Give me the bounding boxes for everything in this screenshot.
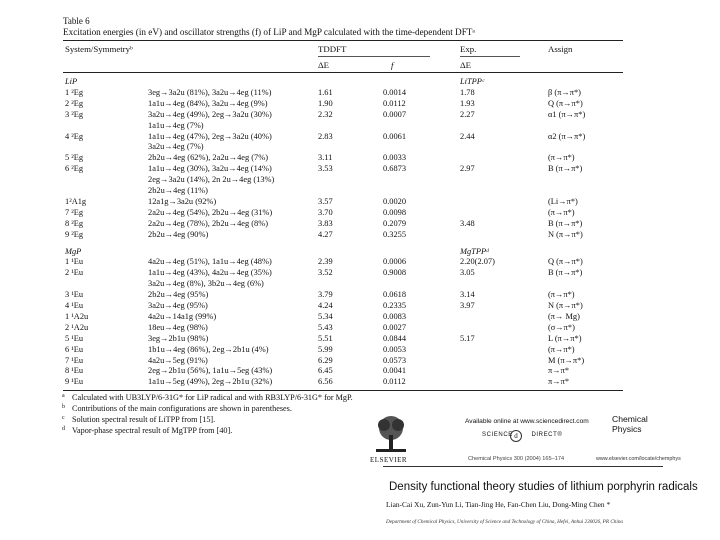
cell-experimental: 2.27	[460, 109, 475, 119]
cell-experimental: 3.05	[460, 268, 475, 278]
cell-configuration: 3a2u→4eg (95%)	[148, 301, 208, 310]
article-title: Density functional theory studies of lithium porphyrin radicals	[389, 481, 698, 493]
table-row	[63, 218, 623, 229]
cell-configuration: 2a2u→4eg (54%), 2b2u→4eg (31%)	[148, 207, 273, 217]
table-row	[63, 98, 623, 109]
cell-configuration: 2b2u→4eg (90%)	[148, 229, 209, 239]
cell-configuration: 18eu→4eg (98%)	[148, 322, 208, 332]
exp-rule	[460, 56, 520, 57]
table-row	[63, 207, 623, 218]
cell-system: 6 ²Eg	[65, 164, 84, 174]
table-row	[63, 87, 623, 98]
article-rule	[383, 466, 663, 467]
cell-energy: 6.29	[318, 355, 333, 365]
sciencedirect-icon: d	[510, 430, 522, 442]
top-rule	[63, 40, 623, 41]
cell-experimental: 1.93	[460, 98, 475, 108]
cell-assignment: (Li→π*)	[548, 196, 578, 206]
cell-oscillator: 0.0014	[383, 87, 407, 97]
footnote-a: a Calculated with UB3LYP/6-31G* for LiP radical and with RB3LYP/6-31G* for MgP.	[62, 393, 353, 402]
cell-energy: 5.99	[318, 344, 333, 354]
cell-system: 1 ¹Eu	[65, 257, 84, 267]
table-row	[63, 141, 623, 152]
cell-system: 8 ²Eg	[65, 218, 84, 228]
cell-oscillator: 0.0020	[383, 196, 407, 206]
section-row	[63, 76, 623, 87]
footnote-c: c Solution spectral result of LiTPP from [15].	[62, 415, 216, 424]
cell-system: 7 ²Eg	[65, 207, 84, 217]
article-affiliation: Department of Chemical Physics, University of Science and Technology of China, Hefei, Anhui 230026, PR China	[386, 519, 624, 525]
cell-assignment: B (π→π*)	[548, 164, 583, 174]
table-row	[63, 365, 623, 376]
table-row	[63, 278, 623, 289]
table-row	[63, 152, 623, 163]
cell-experimental: 2.97	[460, 164, 475, 174]
cell-configuration: 2b2u→4eg (62%), 2a2u→4eg (7%)	[148, 153, 269, 163]
cell-oscillator: 0.9008	[383, 268, 407, 278]
cell-system: 2 ¹Eu	[65, 268, 84, 278]
cell-energy: 2.32	[318, 109, 333, 119]
bottom-rule	[63, 390, 623, 391]
table-label: Table 6	[63, 16, 90, 26]
col-header-exp-de: ΔE	[460, 60, 472, 70]
table-row	[63, 289, 623, 300]
cell-assignment: β (π→π*)	[548, 87, 581, 97]
cell-configuration: 1b1u→4eg (86%), 2eg→2b1u (4%)	[148, 344, 269, 354]
cell-configuration: 3eg→2b1u (98%)	[148, 333, 209, 343]
col-header-exp: Exp.	[460, 44, 477, 54]
cell-experimental: MgTPPᵈ	[460, 246, 489, 256]
journal-citation: Chemical Physics 300 (2004) 165–174	[468, 456, 565, 462]
cell-assignment: Q (π→π*)	[548, 98, 583, 108]
cell-oscillator: 0.3255	[383, 229, 407, 239]
cell-experimental: 2.44	[460, 131, 475, 141]
cell-assignment: π→π*	[548, 366, 570, 376]
cell-energy: 1.61	[318, 87, 333, 97]
cell-energy: 2.83	[318, 131, 333, 141]
cell-configuration: 3a2u→4eg (8%), 3b2u→4eg (6%)	[148, 279, 264, 289]
header-rule	[63, 72, 623, 73]
cell-assignment: L (π→π*)	[548, 333, 582, 343]
table-row	[63, 355, 623, 366]
cell-experimental: 1.78	[460, 87, 475, 97]
col-header-f: f	[391, 60, 394, 70]
cell-energy: 3.79	[318, 290, 333, 300]
table-row	[63, 322, 623, 333]
cell-oscillator: 0.6873	[383, 164, 407, 174]
cell-system: 3 ¹Eu	[65, 290, 84, 300]
cell-experimental: 3.48	[460, 218, 475, 228]
cell-system: 5 ¹Eu	[65, 333, 84, 343]
cell-experimental: 3.97	[460, 301, 475, 310]
cell-energy: 5.34	[318, 311, 333, 321]
cell-configuration: 2eg→2b1u (56%), 1a1u→5eg (43%)	[148, 366, 273, 376]
cell-system: 4 ¹Eu	[65, 301, 84, 310]
col-header-de: ΔE	[318, 60, 330, 70]
cell-system: 2 ¹A2u	[65, 322, 89, 332]
cell-configuration: 1a1u→4eg (30%), 3a2u→4eg (14%)	[148, 164, 272, 174]
table-caption: Excitation energies (in eV) and oscillator strengths (f) of LiP and MgP calculated with the time-dependent DFTᵃ	[63, 27, 475, 37]
journal-logo: Chemical Physics	[612, 414, 648, 434]
table-row	[63, 163, 623, 174]
cell-experimental: 5.17	[460, 333, 475, 343]
cell-oscillator: 0.0061	[383, 131, 407, 141]
cell-system: MgP	[65, 246, 82, 256]
table-row	[63, 267, 623, 278]
cell-configuration: 3a2u→4eg (49%), 2eg→3a2u (30%)	[148, 109, 272, 119]
cell-configuration: 4a2u→5eg (91%)	[148, 355, 208, 365]
cell-system: LiP	[65, 77, 78, 86]
cell-configuration: 3eg→3a2u (81%), 3a2u→4eg (11%)	[148, 87, 272, 97]
cell-oscillator: 0.0041	[383, 366, 407, 376]
cell-configuration: 2b2u→4eg (11%)	[148, 186, 208, 195]
table-row	[63, 344, 623, 355]
cell-assignment: N (π→π*)	[548, 301, 583, 310]
cell-oscillator: 0.0618	[383, 290, 407, 300]
cell-system: 5 ²Eg	[65, 153, 84, 163]
cell-assignment: Q (π→π*)	[548, 257, 583, 267]
cell-configuration: 12a1g→3a2u (92%)	[148, 196, 217, 206]
cell-energy: 3.70	[318, 207, 333, 217]
footnote-b: b Contributions of the main configurations are shown in parentheses.	[62, 404, 292, 413]
cell-experimental: 2.20(2.07)	[460, 257, 495, 267]
table-row	[63, 333, 623, 344]
publisher-name: ELSEVIER	[370, 456, 408, 464]
table-row	[63, 311, 623, 322]
cell-oscillator: 0.0033	[383, 153, 407, 163]
cell-system: 9 ¹Eu	[65, 377, 84, 387]
cell-energy: 3.52	[318, 268, 333, 278]
cell-system: 8 ¹Eu	[65, 366, 84, 376]
cell-configuration: 1a1u→4eg (7%)	[148, 120, 204, 130]
cell-assignment: (π→π*)	[548, 344, 575, 354]
table-row	[63, 229, 623, 240]
cell-oscillator: 0.2335	[383, 301, 407, 310]
col-header-assign: Assign	[548, 44, 573, 54]
cell-oscillator: 0.2079	[383, 218, 407, 228]
cell-oscillator: 0.0007	[383, 109, 407, 119]
cell-oscillator: 0.0573	[383, 355, 407, 365]
sciencedirect-logo: SCIENCE DIRECT®	[482, 432, 563, 438]
cell-system: 6 ¹Eu	[65, 344, 84, 354]
cell-oscillator: 0.0083	[383, 311, 407, 321]
cell-system: 2 ²Eg	[65, 98, 84, 108]
table-row	[63, 256, 623, 267]
cell-energy: 3.83	[318, 218, 333, 228]
cell-oscillator: 0.0844	[383, 333, 407, 343]
col-header-system: System/Symmetryᵇ	[65, 44, 133, 54]
table-row	[63, 185, 623, 196]
cell-oscillator: 0.0027	[383, 322, 407, 332]
cell-configuration: 4a2u→4eg (51%), 1a1u→4eg (48%)	[148, 257, 272, 267]
cell-configuration: 2a2u→4eg (78%), 2b2u→4eg (8%)	[148, 218, 269, 228]
cell-energy: 2.39	[318, 257, 333, 267]
cell-configuration: 4a2u→14a1g (99%)	[148, 311, 217, 321]
cell-configuration: 1a1u→4eg (84%), 3a2u→4eg (9%)	[148, 98, 268, 108]
cell-assignment: (π→π*)	[548, 207, 575, 217]
cell-energy: 3.11	[318, 153, 333, 163]
col-header-tddft: TDDFT	[318, 44, 347, 54]
cell-configuration: 2eg→3a2u (14%), 2n 2u→4eg (13%)	[148, 175, 275, 185]
cell-assignment: N (π→π*)	[548, 229, 583, 239]
cell-system: 3 ²Eg	[65, 109, 84, 119]
availability-text: Available online at www.sciencedirect.com	[465, 418, 589, 425]
cell-oscillator: 0.0006	[383, 257, 407, 267]
cell-oscillator: 0.0112	[383, 98, 406, 108]
cell-energy: 6.56	[318, 377, 333, 387]
cell-assignment: π→π*	[548, 377, 570, 387]
cell-assignment: (σ→π*)	[548, 322, 575, 332]
cell-assignment: M (π→π*)	[548, 355, 585, 365]
table-row	[63, 131, 623, 142]
elsevier-tree-logo	[370, 413, 412, 455]
cell-oscillator: 0.0098	[383, 207, 407, 217]
cell-system: 4 ²Eg	[65, 131, 84, 141]
cell-assignment: (π→ Mg)	[548, 311, 580, 321]
cell-configuration: 1a1u→4eg (47%), 2eg→3a2u (40%)	[148, 131, 272, 141]
cell-energy: 4.27	[318, 229, 333, 239]
cell-assignment: α2 (π→π*)	[548, 131, 586, 141]
cell-energy: 3.57	[318, 196, 333, 206]
cell-oscillator: 0.0112	[383, 377, 406, 387]
cell-experimental: LiTPPᶜ	[460, 77, 485, 86]
cell-assignment: B (π→π*)	[548, 268, 583, 278]
table-row	[63, 300, 623, 311]
cell-energy: 3.53	[318, 164, 333, 174]
tddft-rule	[318, 56, 430, 57]
cell-configuration: 3a2u→4eg (7%)	[148, 142, 204, 152]
cell-assignment: B (π→π*)	[548, 218, 583, 228]
cell-assignment: α1 (π→π*)	[548, 109, 586, 119]
section-row	[63, 246, 623, 257]
footnote-d: d Vapor-phase spectral result of MgTPP from [40].	[62, 426, 233, 435]
cell-assignment: (π→π*)	[548, 290, 575, 300]
table-row	[63, 120, 623, 131]
cell-energy: 5.51	[318, 333, 333, 343]
cell-system: 7 ¹Eu	[65, 355, 84, 365]
journal-url: www.elsevier.com/locate/chemphys	[596, 456, 681, 462]
cell-configuration: 2b2u→4eg (95%)	[148, 290, 209, 300]
cell-oscillator: 0.0053	[383, 344, 407, 354]
cell-experimental: 3.14	[460, 290, 475, 300]
table-row	[63, 109, 623, 120]
cell-system: 1²A1g	[65, 196, 87, 206]
table-row	[63, 376, 623, 387]
cell-system: 9 ²Eg	[65, 229, 84, 239]
table-row	[63, 174, 623, 185]
cell-system: 1 ²Eg	[65, 87, 84, 97]
table-header	[63, 16, 623, 38]
cell-energy: 5.43	[318, 322, 333, 332]
article-authors: Lian-Cai Xu, Zun-Yun Li, Tian-Jing He, Fan-Chen Liu, Dong-Ming Chen *	[386, 500, 611, 509]
cell-configuration: 1a1u→5eg (49%), 2eg→2b1u (32%)	[148, 377, 273, 387]
cell-assignment: (π→π*)	[548, 153, 575, 163]
cell-configuration: 1a1u→4eg (43%), 4a2u→4eg (35%)	[148, 268, 272, 278]
cell-energy: 4.24	[318, 301, 333, 310]
cell-energy: 1.90	[318, 98, 333, 108]
cell-energy: 6.45	[318, 366, 333, 376]
cell-system: 1 ¹A2u	[65, 311, 89, 321]
table-row	[63, 196, 623, 207]
